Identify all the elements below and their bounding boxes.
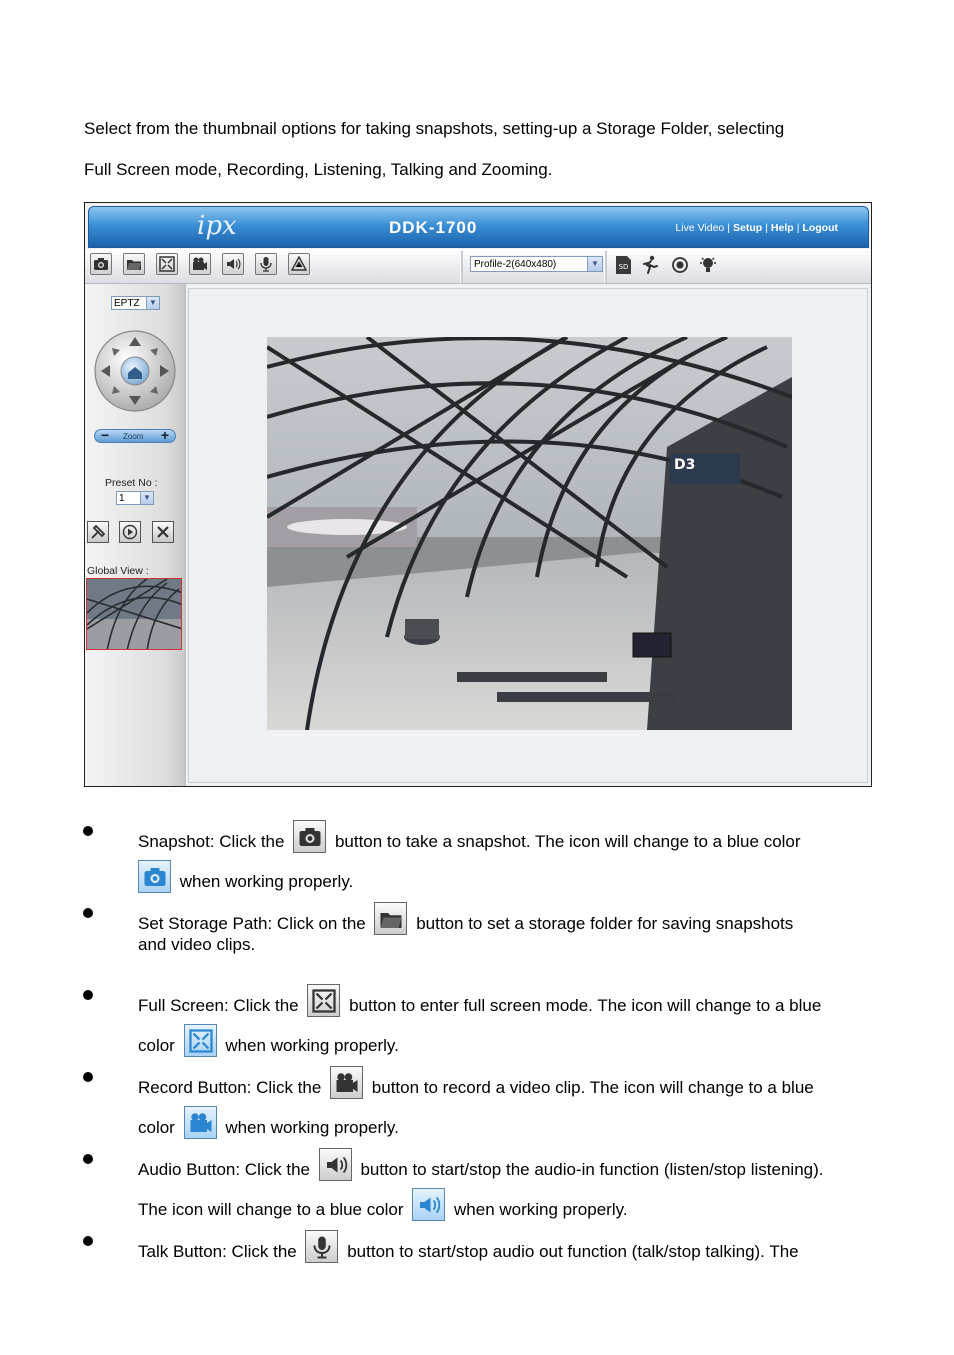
sd-card-icon bbox=[613, 255, 633, 275]
tools-icon bbox=[90, 524, 106, 540]
camera-header bbox=[88, 206, 869, 248]
preset-label: Preset No : bbox=[105, 477, 158, 489]
bullet-dot bbox=[83, 1154, 93, 1164]
ptz-control-panel bbox=[85, 284, 186, 786]
sd-card-status bbox=[612, 254, 634, 276]
snapshot-text-a: Snapshot: Click the bbox=[138, 832, 285, 851]
preset-value: 1 bbox=[119, 493, 125, 504]
bullet-dot bbox=[83, 908, 93, 918]
alarm-button[interactable] bbox=[288, 253, 310, 275]
record-text-b: button to record a video clip. The icon will change to a blue bbox=[371, 1078, 814, 1097]
snapshot-button[interactable] bbox=[90, 253, 112, 275]
zoom-out-icon[interactable]: − bbox=[101, 427, 110, 443]
bullet-dot bbox=[83, 1072, 93, 1082]
folder-icon bbox=[126, 256, 142, 272]
record-text-c: color bbox=[138, 1118, 175, 1137]
microphone-icon bbox=[310, 1235, 334, 1259]
fullscreen-button[interactable] bbox=[156, 253, 178, 275]
camera-icon bbox=[298, 825, 322, 849]
speaker-icon bbox=[324, 1153, 348, 1177]
toolbar-divider bbox=[460, 251, 463, 283]
zoom-label: Zoom bbox=[123, 432, 144, 441]
chevron-down-icon: ▼ bbox=[146, 297, 159, 309]
record-icon bbox=[192, 256, 208, 272]
header-nav bbox=[675, 222, 838, 234]
audio-text-a: Audio Button: Click the bbox=[138, 1160, 310, 1179]
record-status bbox=[669, 254, 691, 276]
audio-line-2 bbox=[138, 1188, 628, 1221]
camera-model-title: DDK-1700 bbox=[389, 218, 478, 237]
sd-card-label: SD bbox=[618, 263, 629, 271]
fullscreen-text-a: Full Screen: Click the bbox=[138, 996, 299, 1015]
audio-text-d: when working properly. bbox=[454, 1200, 628, 1219]
video-frame bbox=[267, 337, 792, 730]
fullscreen-text-b: button to enter full screen mode. The icon will change to a blue bbox=[349, 996, 822, 1015]
global-view-label: Global View : bbox=[87, 565, 149, 577]
nav-separator: | bbox=[796, 222, 800, 234]
audio-blue-icon-image bbox=[412, 1188, 445, 1221]
snapshot-line-1 bbox=[138, 820, 801, 853]
gate-sign: D3 bbox=[674, 457, 696, 473]
camera-web-ui bbox=[84, 202, 872, 787]
snapshot-text-c: when working properly. bbox=[179, 872, 354, 891]
close-icon bbox=[155, 524, 171, 540]
profile-select-value: Profile-2(640x480) bbox=[474, 259, 557, 270]
folder-icon bbox=[379, 907, 403, 931]
fullscreen-icon bbox=[312, 989, 336, 1013]
nav-setup[interactable]: Setup bbox=[733, 222, 763, 234]
record-icon bbox=[335, 1071, 359, 1095]
storage-folder-button[interactable] bbox=[123, 253, 145, 275]
snapshot-text-b: button to take a snapshot. The icon will change to a blue color bbox=[334, 832, 801, 851]
motion-status bbox=[639, 254, 661, 276]
ptz-mode-select[interactable] bbox=[111, 296, 160, 310]
fullscreen-line-2 bbox=[138, 1024, 399, 1057]
intro-paragraph bbox=[84, 108, 850, 190]
live-video-feed[interactable] bbox=[267, 337, 792, 730]
record-status-icon bbox=[670, 255, 690, 275]
nav-live-video[interactable]: Live Video bbox=[675, 222, 725, 234]
camera-blue-icon bbox=[143, 865, 167, 889]
light-status bbox=[697, 254, 719, 276]
zoom-control[interactable] bbox=[94, 429, 176, 443]
talk-button[interactable] bbox=[255, 253, 277, 275]
chevron-down-icon: ▼ bbox=[140, 492, 153, 504]
record-line-2 bbox=[138, 1106, 399, 1139]
audio-text-b: button to start/stop the audio-in function (listen/stop listening). bbox=[360, 1160, 824, 1179]
record-blue-icon-image bbox=[184, 1106, 217, 1139]
storage-line-2: and video clips. bbox=[138, 935, 256, 954]
audio-icon-image bbox=[319, 1148, 352, 1181]
play-icon bbox=[122, 524, 138, 540]
brand-logo: ipx bbox=[197, 211, 237, 241]
storage-text-a: Set Storage Path: Click on the bbox=[138, 914, 366, 933]
storage-icon-image bbox=[374, 902, 407, 935]
motion-icon bbox=[640, 255, 660, 275]
fullscreen-blue-icon-image bbox=[184, 1024, 217, 1057]
record-text-d: when working properly. bbox=[225, 1118, 399, 1137]
record-text-a: Record Button: Click the bbox=[138, 1078, 322, 1097]
camera-icon bbox=[93, 256, 109, 272]
audio-text-c: The icon will change to a blue color bbox=[138, 1200, 404, 1219]
nav-logout[interactable]: Logout bbox=[802, 222, 838, 234]
toolbar-divider bbox=[604, 251, 607, 283]
microphone-icon bbox=[258, 256, 274, 272]
bullet-dot bbox=[83, 826, 93, 836]
nav-separator: | bbox=[727, 222, 731, 234]
bullet-dot bbox=[83, 990, 93, 1000]
fullscreen-icon-image bbox=[307, 984, 340, 1017]
talk-icon-image bbox=[305, 1230, 338, 1263]
fullscreen-blue-icon bbox=[189, 1029, 213, 1053]
record-icon-image bbox=[330, 1066, 363, 1099]
record-blue-icon bbox=[189, 1111, 213, 1135]
preset-go-button[interactable] bbox=[119, 521, 141, 543]
snapshot-icon-image bbox=[293, 820, 326, 853]
camera-toolbar bbox=[85, 249, 871, 284]
intro-line-1: Select from the thumbnail options for taking snapshots, setting-up a Storage Folder, selecting bbox=[84, 119, 785, 138]
preset-settings-button[interactable] bbox=[87, 521, 109, 543]
record-button[interactable] bbox=[189, 253, 211, 275]
speaker-blue-icon bbox=[417, 1193, 441, 1217]
fullscreen-text-d: when working properly. bbox=[225, 1036, 399, 1055]
talk-line-1 bbox=[138, 1230, 799, 1263]
alarm-icon bbox=[291, 256, 307, 272]
nav-help[interactable]: Help bbox=[770, 222, 794, 234]
fullscreen-line-1 bbox=[138, 984, 821, 1017]
audio-button[interactable] bbox=[222, 253, 244, 275]
snapshot-line-2 bbox=[138, 860, 353, 893]
ptz-mode-value: EPTZ bbox=[114, 298, 140, 309]
talk-text-b: button to start/stop audio out function (talk/stop talking). The bbox=[347, 1242, 799, 1261]
talk-text-a: Talk Button: Click the bbox=[138, 1242, 297, 1261]
intro-line-2: Full Screen mode, Recording, Listening, Talking and Zooming. bbox=[84, 160, 553, 179]
storage-text-b: button to set a storage folder for saving snapshots bbox=[416, 914, 794, 933]
global-view-image bbox=[87, 579, 182, 650]
preset-select[interactable] bbox=[116, 491, 154, 505]
snapshot-blue-icon-image bbox=[138, 860, 171, 893]
storage-line-1 bbox=[138, 902, 793, 935]
bullet-dot bbox=[83, 1236, 93, 1246]
speaker-icon bbox=[225, 256, 241, 272]
preset-delete-button[interactable] bbox=[152, 521, 174, 543]
chevron-down-icon: ▼ bbox=[587, 257, 602, 271]
live-view-area bbox=[188, 288, 868, 783]
zoom-in-icon[interactable]: + bbox=[160, 427, 169, 443]
light-icon bbox=[698, 255, 718, 275]
nav-separator: | bbox=[765, 222, 768, 234]
global-view-thumbnail[interactable] bbox=[86, 578, 182, 650]
fullscreen-icon bbox=[159, 256, 175, 272]
audio-line-1 bbox=[138, 1148, 824, 1181]
profile-select[interactable] bbox=[470, 256, 603, 272]
record-line-1 bbox=[138, 1066, 814, 1099]
ptz-direction-pad[interactable] bbox=[93, 329, 177, 413]
fullscreen-text-c: color bbox=[138, 1036, 175, 1055]
